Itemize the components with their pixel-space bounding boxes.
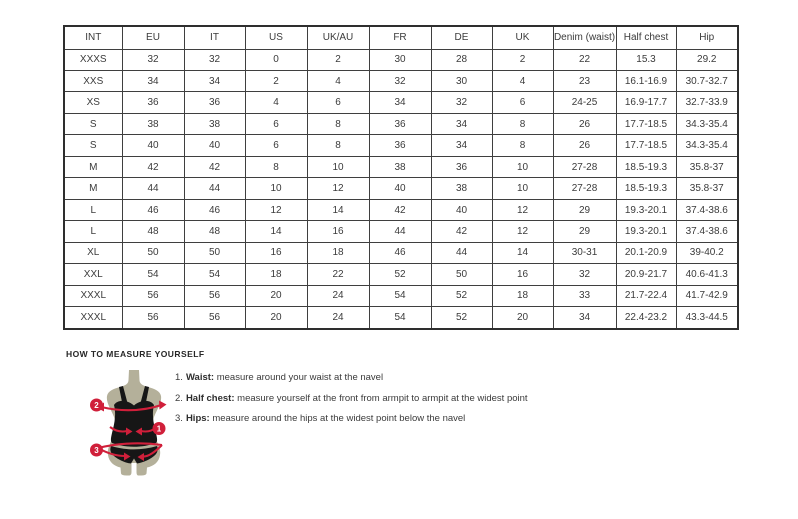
table-cell: 34.3-35.4 <box>676 113 738 134</box>
step-text: measure around the hips at the widest point below the navel <box>209 413 466 424</box>
table-cell: 16 <box>245 242 307 263</box>
table-cell: 34.3-35.4 <box>676 135 738 156</box>
table-cell: 8 <box>245 156 307 177</box>
column-header: INT <box>64 26 122 49</box>
step-label: Waist: <box>185 372 215 383</box>
table-cell: 20.1-20.9 <box>616 242 676 263</box>
table-cell: 16 <box>307 221 369 242</box>
table-cell: 32 <box>431 92 492 113</box>
table-cell: 54 <box>122 264 184 285</box>
table-row <box>64 113 738 134</box>
table-cell: 42 <box>431 221 492 242</box>
table-cell: 34 <box>122 70 184 91</box>
table-cell: 20 <box>245 285 307 306</box>
table-cell: 8 <box>492 113 553 134</box>
table-cell: 6 <box>245 113 307 134</box>
step-label: Hips: <box>185 413 210 424</box>
table-cell: 18.5-19.3 <box>616 156 676 177</box>
table-cell: 28 <box>431 49 492 70</box>
column-header: FR <box>369 26 431 49</box>
table-cell: 22.4-23.2 <box>616 307 676 329</box>
table-cell: 54 <box>184 264 245 285</box>
table-row <box>64 221 738 242</box>
table-cell: 52 <box>369 264 431 285</box>
table-row <box>64 242 738 263</box>
table-cell: 42 <box>122 156 184 177</box>
table-cell: 34 <box>431 113 492 134</box>
table-cell: 40 <box>184 135 245 156</box>
table-row <box>64 156 738 177</box>
table-cell: 42 <box>184 156 245 177</box>
table-cell: 56 <box>184 307 245 329</box>
measure-step-hips <box>175 413 528 424</box>
chest-badge-number: 2 <box>94 401 99 410</box>
size-table-body <box>64 49 738 329</box>
step-number: 1. <box>175 372 183 383</box>
table-cell: 4 <box>492 70 553 91</box>
table-cell: M <box>64 178 122 199</box>
table-cell: 56 <box>184 285 245 306</box>
table-cell: 4 <box>245 92 307 113</box>
table-cell: 39-40.2 <box>676 242 738 263</box>
table-cell: 6 <box>492 92 553 113</box>
table-cell: 50 <box>184 242 245 263</box>
table-cell: 37.4-38.6 <box>676 199 738 220</box>
table-cell: 36 <box>369 135 431 156</box>
table-cell: 10 <box>492 178 553 199</box>
table-row <box>64 135 738 156</box>
table-cell: 18 <box>307 242 369 263</box>
measure-steps-list <box>175 372 528 434</box>
table-cell: 10 <box>307 156 369 177</box>
table-cell: 14 <box>307 199 369 220</box>
table-cell: 54 <box>369 285 431 306</box>
table-cell: 40.6-41.3 <box>676 264 738 285</box>
table-cell: 18.5-19.3 <box>616 178 676 199</box>
table-cell: 20 <box>245 307 307 329</box>
table-cell: 18 <box>245 264 307 285</box>
table-cell: 34 <box>369 92 431 113</box>
table-cell: 37.4-38.6 <box>676 221 738 242</box>
table-cell: 32 <box>184 49 245 70</box>
table-cell: 6 <box>245 135 307 156</box>
table-cell: 30-31 <box>553 242 616 263</box>
table-cell: 40 <box>431 199 492 220</box>
table-cell: 21.7-22.4 <box>616 285 676 306</box>
table-cell: 34 <box>184 70 245 91</box>
table-cell: 0 <box>245 49 307 70</box>
table-row <box>64 70 738 91</box>
table-cell: 10 <box>492 156 553 177</box>
table-cell: 8 <box>492 135 553 156</box>
table-cell: 10 <box>245 178 307 199</box>
size-conversion-table <box>63 25 739 330</box>
table-cell: 44 <box>369 221 431 242</box>
table-cell: 32 <box>553 264 616 285</box>
table-cell: 34 <box>553 307 616 329</box>
table-cell: 24-25 <box>553 92 616 113</box>
table-cell: 56 <box>122 285 184 306</box>
table-cell: 54 <box>369 307 431 329</box>
table-header-row <box>64 26 738 49</box>
table-cell: 38 <box>122 113 184 134</box>
table-cell: S <box>64 135 122 156</box>
table-cell: 27-28 <box>553 156 616 177</box>
table-cell: 38 <box>369 156 431 177</box>
table-cell: 36 <box>122 92 184 113</box>
table-cell: 33 <box>553 285 616 306</box>
table-cell: XXL <box>64 264 122 285</box>
column-header: US <box>245 26 307 49</box>
table-row <box>64 264 738 285</box>
table-cell: 56 <box>122 307 184 329</box>
table-cell: 36 <box>184 92 245 113</box>
table-cell: 17.7-18.5 <box>616 135 676 156</box>
table-cell: 30.7-32.7 <box>676 70 738 91</box>
table-cell: 43.3-44.5 <box>676 307 738 329</box>
table-cell: 20.9-21.7 <box>616 264 676 285</box>
table-cell: 14 <box>492 242 553 263</box>
column-header: DE <box>431 26 492 49</box>
table-cell: 12 <box>492 199 553 220</box>
measure-step-waist <box>175 372 528 383</box>
table-cell: M <box>64 156 122 177</box>
table-cell: 48 <box>122 221 184 242</box>
table-cell: XXS <box>64 70 122 91</box>
table-row <box>64 49 738 70</box>
measurement-figure <box>84 367 174 479</box>
table-cell: 22 <box>553 49 616 70</box>
step-text: measure yourself at the front from armpit to armpit at the widest point <box>234 392 528 404</box>
step-label: Half chest: <box>185 392 235 404</box>
table-cell: 19.3-20.1 <box>616 221 676 242</box>
table-cell: 44 <box>184 178 245 199</box>
table-cell: 44 <box>122 178 184 199</box>
table-cell: 46 <box>122 199 184 220</box>
table-cell: 19.3-20.1 <box>616 199 676 220</box>
table-row <box>64 178 738 199</box>
table-row <box>64 199 738 220</box>
table-cell: 52 <box>431 307 492 329</box>
column-header: UK/AU <box>307 26 369 49</box>
table-cell: 40 <box>369 178 431 199</box>
table-cell: XXXL <box>64 307 122 329</box>
table-cell: 12 <box>307 178 369 199</box>
column-header: Hip <box>676 26 738 49</box>
table-cell: 52 <box>431 285 492 306</box>
table-row <box>64 285 738 306</box>
step-number: 3. <box>175 413 183 424</box>
column-header: IT <box>184 26 245 49</box>
table-cell: 38 <box>184 113 245 134</box>
table-row <box>64 92 738 113</box>
table-cell: 8 <box>307 113 369 134</box>
hips-badge-number: 3 <box>94 446 99 455</box>
table-cell: L <box>64 199 122 220</box>
table-cell: 17.7-18.5 <box>616 113 676 134</box>
table-cell: 36 <box>431 156 492 177</box>
table-cell: 50 <box>431 264 492 285</box>
table-cell: 30 <box>369 49 431 70</box>
table-cell: 46 <box>369 242 431 263</box>
table-row <box>64 307 738 329</box>
table-cell: 32.7-33.9 <box>676 92 738 113</box>
table-cell: S <box>64 113 122 134</box>
table-cell: 35.8-37 <box>676 156 738 177</box>
chest-arrow-right <box>159 401 167 410</box>
table-cell: 2 <box>307 49 369 70</box>
table-cell: 42 <box>369 199 431 220</box>
table-cell: XXXL <box>64 285 122 306</box>
table-cell: 36 <box>369 113 431 134</box>
measure-step-half-chest <box>175 393 528 404</box>
table-cell: 48 <box>184 221 245 242</box>
table-cell: 32 <box>369 70 431 91</box>
table-cell: 8 <box>307 135 369 156</box>
table-cell: 18 <box>492 285 553 306</box>
column-header: Half chest <box>616 26 676 49</box>
waist-badge-number: 1 <box>156 424 162 434</box>
table-cell: 46 <box>184 199 245 220</box>
table-cell: 26 <box>553 135 616 156</box>
step-text: measure around your waist at the navel <box>214 372 384 383</box>
table-cell: XXXS <box>64 49 122 70</box>
table-cell: 29 <box>553 199 616 220</box>
mannequin-swimsuit-illustration <box>84 367 174 479</box>
table-cell: 16 <box>492 264 553 285</box>
table-cell: 27-28 <box>553 178 616 199</box>
table-cell: 44 <box>431 242 492 263</box>
table-cell: 24 <box>307 307 369 329</box>
column-header: EU <box>122 26 184 49</box>
table-cell: 41.7-42.9 <box>676 285 738 306</box>
measure-section-heading: HOW TO MEASURE YOURSELF <box>66 349 205 359</box>
step-number: 2. <box>175 392 183 404</box>
table-cell: 12 <box>492 221 553 242</box>
table-cell: 16.1-16.9 <box>616 70 676 91</box>
table-cell: 30 <box>431 70 492 91</box>
table-cell: 34 <box>431 135 492 156</box>
table-cell: 35.8-37 <box>676 178 738 199</box>
table-cell: 22 <box>307 264 369 285</box>
table-cell: 2 <box>492 49 553 70</box>
table-cell: XL <box>64 242 122 263</box>
table-cell: 32 <box>122 49 184 70</box>
column-header: UK <box>492 26 553 49</box>
table-cell: 12 <box>245 199 307 220</box>
table-cell: 15.3 <box>616 49 676 70</box>
table-cell: 29 <box>553 221 616 242</box>
table-cell: 16.9-17.7 <box>616 92 676 113</box>
table-cell: 26 <box>553 113 616 134</box>
table-cell: 24 <box>307 285 369 306</box>
table-cell: 23 <box>553 70 616 91</box>
table-cell: 20 <box>492 307 553 329</box>
table-cell: XS <box>64 92 122 113</box>
table-cell: L <box>64 221 122 242</box>
table-cell: 38 <box>431 178 492 199</box>
table-cell: 4 <box>307 70 369 91</box>
table-cell: 6 <box>307 92 369 113</box>
table-cell: 2 <box>245 70 307 91</box>
table-cell: 14 <box>245 221 307 242</box>
table-cell: 29.2 <box>676 49 738 70</box>
column-header: Denim (waist) <box>553 26 616 49</box>
table-cell: 40 <box>122 135 184 156</box>
table-cell: 50 <box>122 242 184 263</box>
